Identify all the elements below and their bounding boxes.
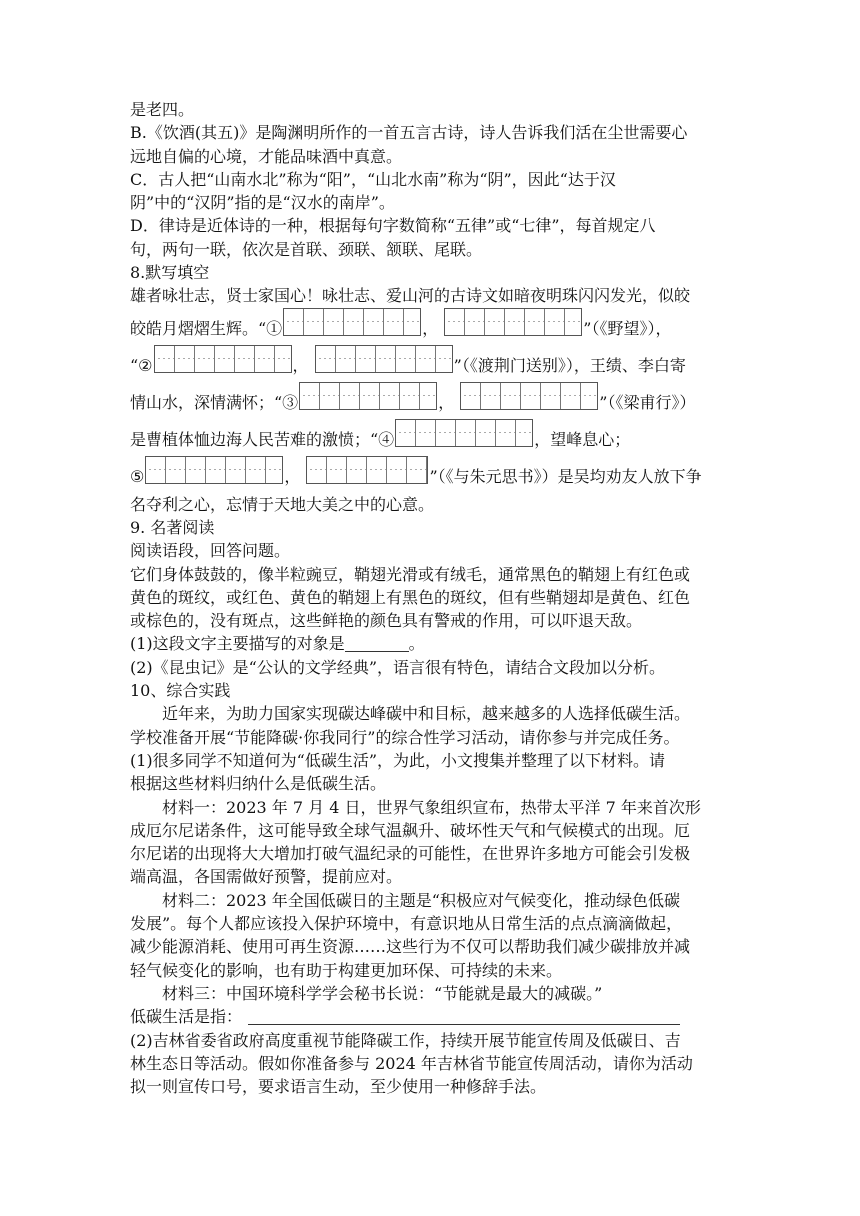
- answer-grid-2b[interactable]: [315, 345, 453, 373]
- question-8-title: 8.默写填空: [130, 263, 210, 283]
- q9-instruction: 阅读语段，回答问题。: [130, 541, 291, 561]
- q8-line-5: ⑤ ， ”（《与朱元思书》）是吴均劝友人放下争: [130, 456, 730, 493]
- q9-passage-line: 它们身体鼓鼓的，像半粒豌豆，鞘翅光滑或有绒毛，通常黑色的鞘翅上有红色或: [130, 564, 691, 584]
- q8-line-4: 是曹植体恤边海人民苦难的激愤；“④ ，望峰息心；: [130, 419, 730, 456]
- q10-part-1: (1)很多同学不知道何为“低碳生活”，为此，小文搜集并整理了以下材料。请: [130, 750, 666, 770]
- document-page: [130, 98, 730, 1098]
- option-b-line: B.《饮酒(其五)》是陶渊明所作的一首五言古诗，诗人告诉我们活在尘世需要心: [130, 123, 688, 143]
- material-1: 材料一：2023 年 7 月 4 日，世界气象组织宣布，热带太平洋 7 年来首次形: [162, 797, 701, 817]
- q8-line-1: 皎皓月熠熠生辉。“① ， ”（《野望》），: [130, 308, 730, 345]
- q9-part-2: (2)《昆虫记》是“公认的文学经典”，语言很有特色，请结合文段加以分析。: [130, 657, 666, 677]
- material-2: 材料二：2023 年全国低碳日的主题是“积极应对气候变化，推动绿色低碳: [162, 890, 680, 910]
- q10-part-2: 林生态日等活动。假如你准备参与 2024 年吉林省节能宣传周活动，请你为活动: [130, 1053, 693, 1073]
- material-2: 发展”。每个人都应该投入保护环境中，有意识地从日常生活的点点滴滴做起，: [130, 914, 683, 934]
- answer-grid-1a[interactable]: [283, 308, 421, 336]
- material-1: 尔尼诺的出现将大大增加打破气温纪录的可能性，在世界许多地方可能会引发极: [130, 844, 691, 864]
- answer-grid-1b[interactable]: [444, 308, 582, 336]
- material-3: 材料三：中国环境科学学会秘书长说：“节能就是最大的减碳。”: [162, 983, 603, 1003]
- answer-grid-5b[interactable]: [306, 456, 428, 484]
- material-1: 成厄尔尼诺条件，这可能导致全球气温飙升、破坏性天气和气候模式的出现。厄: [130, 820, 691, 840]
- answer-grid-3b[interactable]: [460, 382, 598, 410]
- option-c-line: C．古人把“山南水北”称为“阳”，“山北水南”称为“阴”，因此“达于汉: [130, 169, 616, 189]
- question-9-title: 9. 名著阅读: [130, 517, 215, 537]
- low-carbon-answer-blank[interactable]: [248, 1008, 680, 1025]
- q9-passage-line: 黄色的斑纹，或红色、黄色的鞘翅上有黑色的斑纹，但有些鞘翅却是黄色、红色: [130, 587, 691, 607]
- q9-passage-line: 或棕色的，没有斑点，这些鲜艳的颜色具有警戒的作用，可以吓退天敌。: [130, 611, 643, 631]
- text-line: 远地自偏的心境，才能品味酒中真意。: [130, 146, 403, 166]
- text-line: 是老四。: [130, 100, 195, 119]
- q10-part-2: (2)吉林省委省政府高度重视节能降碳工作，持续开展节能宣传周及低碳日、吉: [130, 1030, 681, 1050]
- material-1: 端高温，各国需做好预警，提前应对。: [130, 867, 403, 887]
- q8-line-2: “② ， ”（《渡荆门送别》），王绩、李白寄: [130, 345, 730, 382]
- option-d-line: D．律诗是近体诗的一种，根据每句字数简称“五律”或“七律”，每首规定八: [130, 216, 656, 236]
- q8-intro: 雄者咏壮志，贤士家国心！咏壮志、爱山河的古诗文如暗夜明珠闪闪发光，似皎: [130, 286, 691, 306]
- material-2: 减少能源消耗、使用可再生资源……这些行为不仅可以帮助我们减少碳排放并减: [130, 937, 691, 957]
- q10-part-1: 根据这些材料归纳什么是低碳生活。: [130, 774, 387, 794]
- question-10-title: 10、综合实践: [130, 681, 231, 701]
- q9-answer-blank[interactable]: [345, 635, 409, 652]
- material-2: 轻气候变化的影响，也有助于构建更加环保、可持续的未来。: [130, 960, 563, 980]
- q8-closing: 名夺利之心，忘情于天地大美之中的心意。: [130, 494, 435, 514]
- text-line: 句，两句一联，依次是首联、颈联、颔联、尾联。: [130, 239, 483, 259]
- answer-grid-2a[interactable]: [154, 345, 292, 373]
- q10-intro: 学校准备开展“节能降碳·你我同行”的综合性学习活动，请你参与并完成任务。: [130, 727, 680, 747]
- q8-line-3: 情山水，深情满怀；“③ ， ”（《梁甫行》）: [130, 382, 730, 419]
- q10-intro: 近年来，为助力国家实现碳达峰碳中和目标，越来越多的人选择低碳生活。: [162, 704, 691, 724]
- q9-part-1: (1)这段文字主要描写的对象是 。: [130, 634, 425, 654]
- text-line: 阴”中的“汉阴”指的是“汉水的南岸”。: [130, 193, 395, 213]
- q10-part-2: 拟一则宣传口号，要求语言生动，至少使用一种修辞手法。: [130, 1077, 547, 1097]
- answer-grid-5a[interactable]: [145, 456, 283, 484]
- answer-grid-4[interactable]: [395, 419, 533, 447]
- answer-grid-3a[interactable]: [299, 382, 437, 410]
- q10-answer-row: 低碳生活是指：: [130, 1005, 730, 1028]
